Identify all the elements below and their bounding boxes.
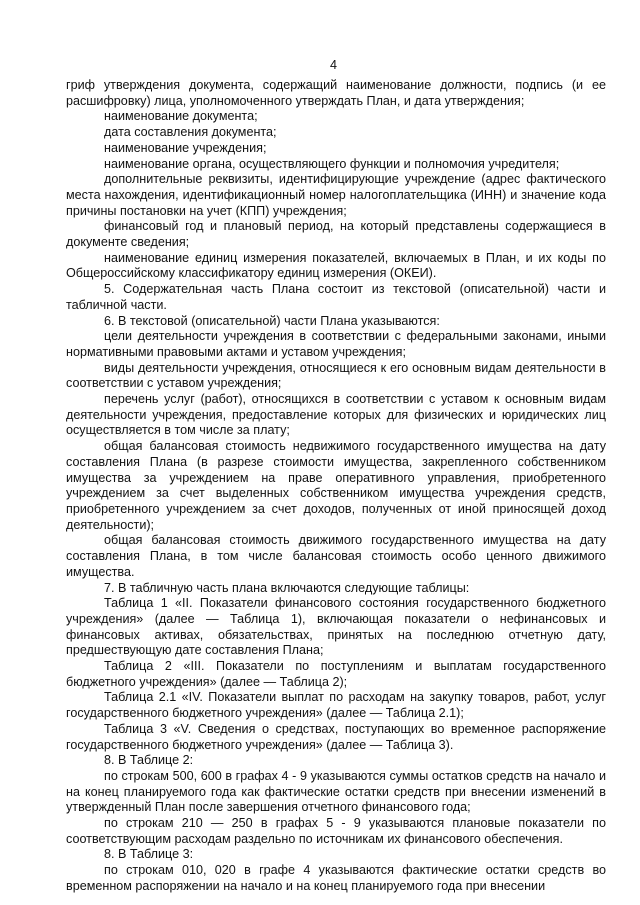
paragraph: виды деятельности учреждения, относящиеся к его основным видам деятельности в соответствии с уставом учреждения;: [66, 360, 606, 391]
paragraph: Таблица 3 «V. Сведения о средствах, поступающих во временное распоряжение государственного бюджетного учреждения» (далее — Таблица 3).: [66, 721, 606, 752]
paragraph: наименование органа, осуществляющего функции и полномочия учредителя;: [104, 156, 560, 171]
paragraph: гриф утверждения документа, содержащий наименование должности, подпись (и ее расшифровку) лица, уполномоченного утверждать План, и дата утверждения;: [66, 78, 606, 108]
paragraph: наименование документа;: [104, 109, 258, 124]
paragraph: цели деятельности учреждения в соответствии с федеральными законами, иными нормативными правовыми актами и уставом учреждения;: [66, 329, 606, 359]
paragraph: общая балансовая стоимость недвижимого государственного имущества на дату составления Плана (в разрезе стоимости имущества, закрепленного собственником имущества за учреждением на праве оперативного управления, приобретенного учреждением за счет выделенных собственником имущества учреждения средств, приобретенного учреждением за счет доходов, полученных от иной приносящей доход деятельности);: [66, 439, 606, 532]
paragraph: 5. Содержательная часть Плана состоит из текстовой (описательной) части и табличной части.: [66, 282, 606, 312]
paragraph: дополнительные реквизиты, идентифицирующие учреждение (адрес фактического места нахождения, идентификационный номер налогоплательщика (ИНН) и значение кода причины постановки на учет (КПП) учреждения;: [66, 172, 606, 218]
paragraph: по строкам 500, 600 в графах 4 - 9 указываются суммы остатков средств на начало и на конец планируемого года как фактические остатки средств при внесении изменений в утвержденный План после завершения отчетного финансового года;: [66, 768, 606, 815]
paragraph: наименование учреждения;: [104, 140, 267, 155]
page-number: 4: [330, 58, 338, 72]
document-body: [66, 78, 606, 895]
paragraph: Таблица 1 «II. Показатели финансового состояния государственного бюджетного учреждения» (далее — Таблица 1), включающая показатели о нефинансовых и финансовых активах, обязательствах, принятых на последнюю отчетную дату, предшествующую дате составления Плана;: [66, 596, 606, 658]
paragraph: финансовый год и плановый период, на который представлены содержащиеся в документе сведения;: [66, 219, 606, 250]
paragraph: по строкам 010, 020 в графе 4 указываются фактические остатки средств во временном распоряжении на начало и на конец планируемого года при внесении: [66, 863, 606, 893]
paragraph: Таблица 2 «III. Показатели по поступлениям и выплатам государственного бюджетного учреждения» (далее — Таблица 2);: [66, 659, 606, 689]
paragraph: 8. В Таблице 3:: [104, 847, 194, 862]
paragraph: 8. В Таблице 2:: [104, 753, 194, 768]
paragraph: по строкам 210 — 250 в графах 5 - 9 указываются плановые показатели по соответствующим расходам раздельно по источникам их финансового обеспечения.: [66, 816, 606, 846]
paragraph: дата составления документа;: [104, 125, 277, 140]
paragraph: общая балансовая стоимость движимого государственного имущества на дату составления Плана, в том числе балансовая стоимость особо ценного движимого имущества.: [66, 533, 606, 579]
paragraph: наименование единиц измерения показателей, включаемых в План, и их коды по Общероссийскому классификатору единиц измерения (ОКЕИ).: [66, 250, 606, 281]
paragraph: перечень услуг (работ), относящихся в соответствии с уставом к основным видам деятельности учреждения, предоставление которых для физических и юридических лиц осуществляется в том числе за плату;: [66, 392, 606, 438]
paragraph: 7. В табличную часть плана включаются следующие таблицы:: [104, 580, 470, 595]
paragraph: 6. В текстовой (описательной) части Плана указываются:: [104, 313, 440, 328]
paragraph: Таблица 2.1 «IV. Показатели выплат по расходам на закупку товаров, работ, услуг государственного бюджетного учреждения» (далее — Таблица 2.1);: [66, 690, 606, 721]
